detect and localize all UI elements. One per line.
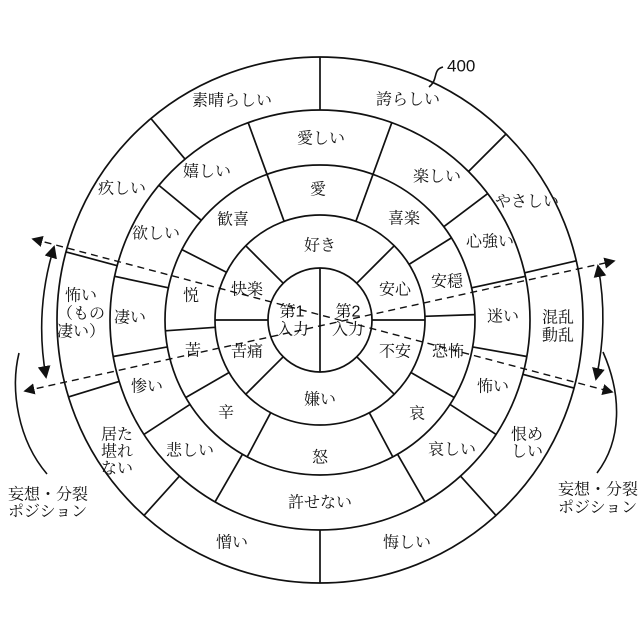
ring2-label: 喜楽 (387, 210, 421, 228)
ring4-label: 憎い (215, 534, 249, 552)
right-range-double-arrow (596, 266, 603, 379)
ring3-label: 嬉しい (182, 163, 232, 181)
figure-ref-label: 400 (447, 56, 476, 76)
ring3-label: 愛しい (296, 130, 346, 148)
ring3-label: 怖い (476, 378, 510, 396)
ring4-label: 素晴らしい (191, 92, 273, 110)
ring1-label: 快楽 (230, 281, 264, 299)
ring3-label: 心強い (465, 233, 515, 251)
ring4-label-line: しい (510, 443, 544, 461)
first-input-label-line: 入力 (276, 321, 310, 339)
left-caption-leader-line (15, 353, 47, 474)
left-range-double-arrow (42, 247, 54, 377)
ring2-label: 苦 (184, 342, 202, 360)
ring3-label: 迷い (486, 308, 520, 326)
ring2-label: 悦 (182, 287, 200, 305)
ring2-labels (183, 181, 464, 467)
ring4-label: やさしい (494, 193, 560, 211)
second-input-label-line: 第2 (335, 303, 361, 321)
ring2-label: 辛 (217, 404, 235, 422)
ring2-label: 安穏 (430, 273, 464, 291)
ring3-label: 哀しい (427, 441, 477, 459)
ring2-label: 恐怖 (431, 343, 465, 361)
ring4-label: 疚しい (97, 180, 147, 198)
ring4-label: 誇らしい (375, 91, 441, 109)
ring4-label-line: （もの (56, 305, 106, 323)
ring4-label-line: 凄い） (56, 323, 106, 341)
ring3-label: 惨い (130, 378, 164, 396)
ring1-label: 好き (303, 237, 337, 255)
ring4-label-line: ない (100, 460, 134, 478)
ring4-label: 悔しい (382, 534, 432, 552)
right-caption-leader-line (597, 352, 617, 473)
right-caption-line: 妄想・分裂 (558, 481, 639, 499)
ring3-label: 凄い (113, 309, 147, 327)
ring1-label: 安心 (378, 281, 412, 299)
ring4-label-line: 怖い (64, 287, 98, 305)
ring4-label-line: 混乱 (541, 309, 575, 327)
ring2-label: 怒 (311, 449, 329, 467)
ring4-label-line: 恨め (510, 426, 544, 444)
ring4-label-line: 動乱 (541, 327, 575, 345)
right-caption-line: ポジション (558, 499, 638, 517)
ring1-label: 苦痛 (230, 343, 264, 361)
first-input-label-line: 第1 (279, 303, 305, 321)
left-caption-line: ポジション (8, 503, 88, 521)
ring3-label: 楽しい (412, 168, 462, 186)
ring3-label: 悲しい (165, 442, 215, 460)
ring1-label: 不安 (378, 343, 412, 361)
ring1-label: 嫌い (303, 391, 337, 409)
ring2-label: 愛 (309, 181, 327, 199)
ring4-label-line: 居た (100, 426, 134, 444)
ring4-label-line: 堪れ (100, 443, 134, 461)
ring3-label: 欲しい (131, 225, 181, 243)
ring3-label: 許せない (287, 494, 353, 512)
left-caption-line: 妄想・分裂 (8, 486, 89, 504)
second-input-label-line: 入力 (331, 321, 365, 339)
ring2-label: 哀 (408, 405, 426, 423)
ring2-label: 歓喜 (216, 211, 250, 229)
